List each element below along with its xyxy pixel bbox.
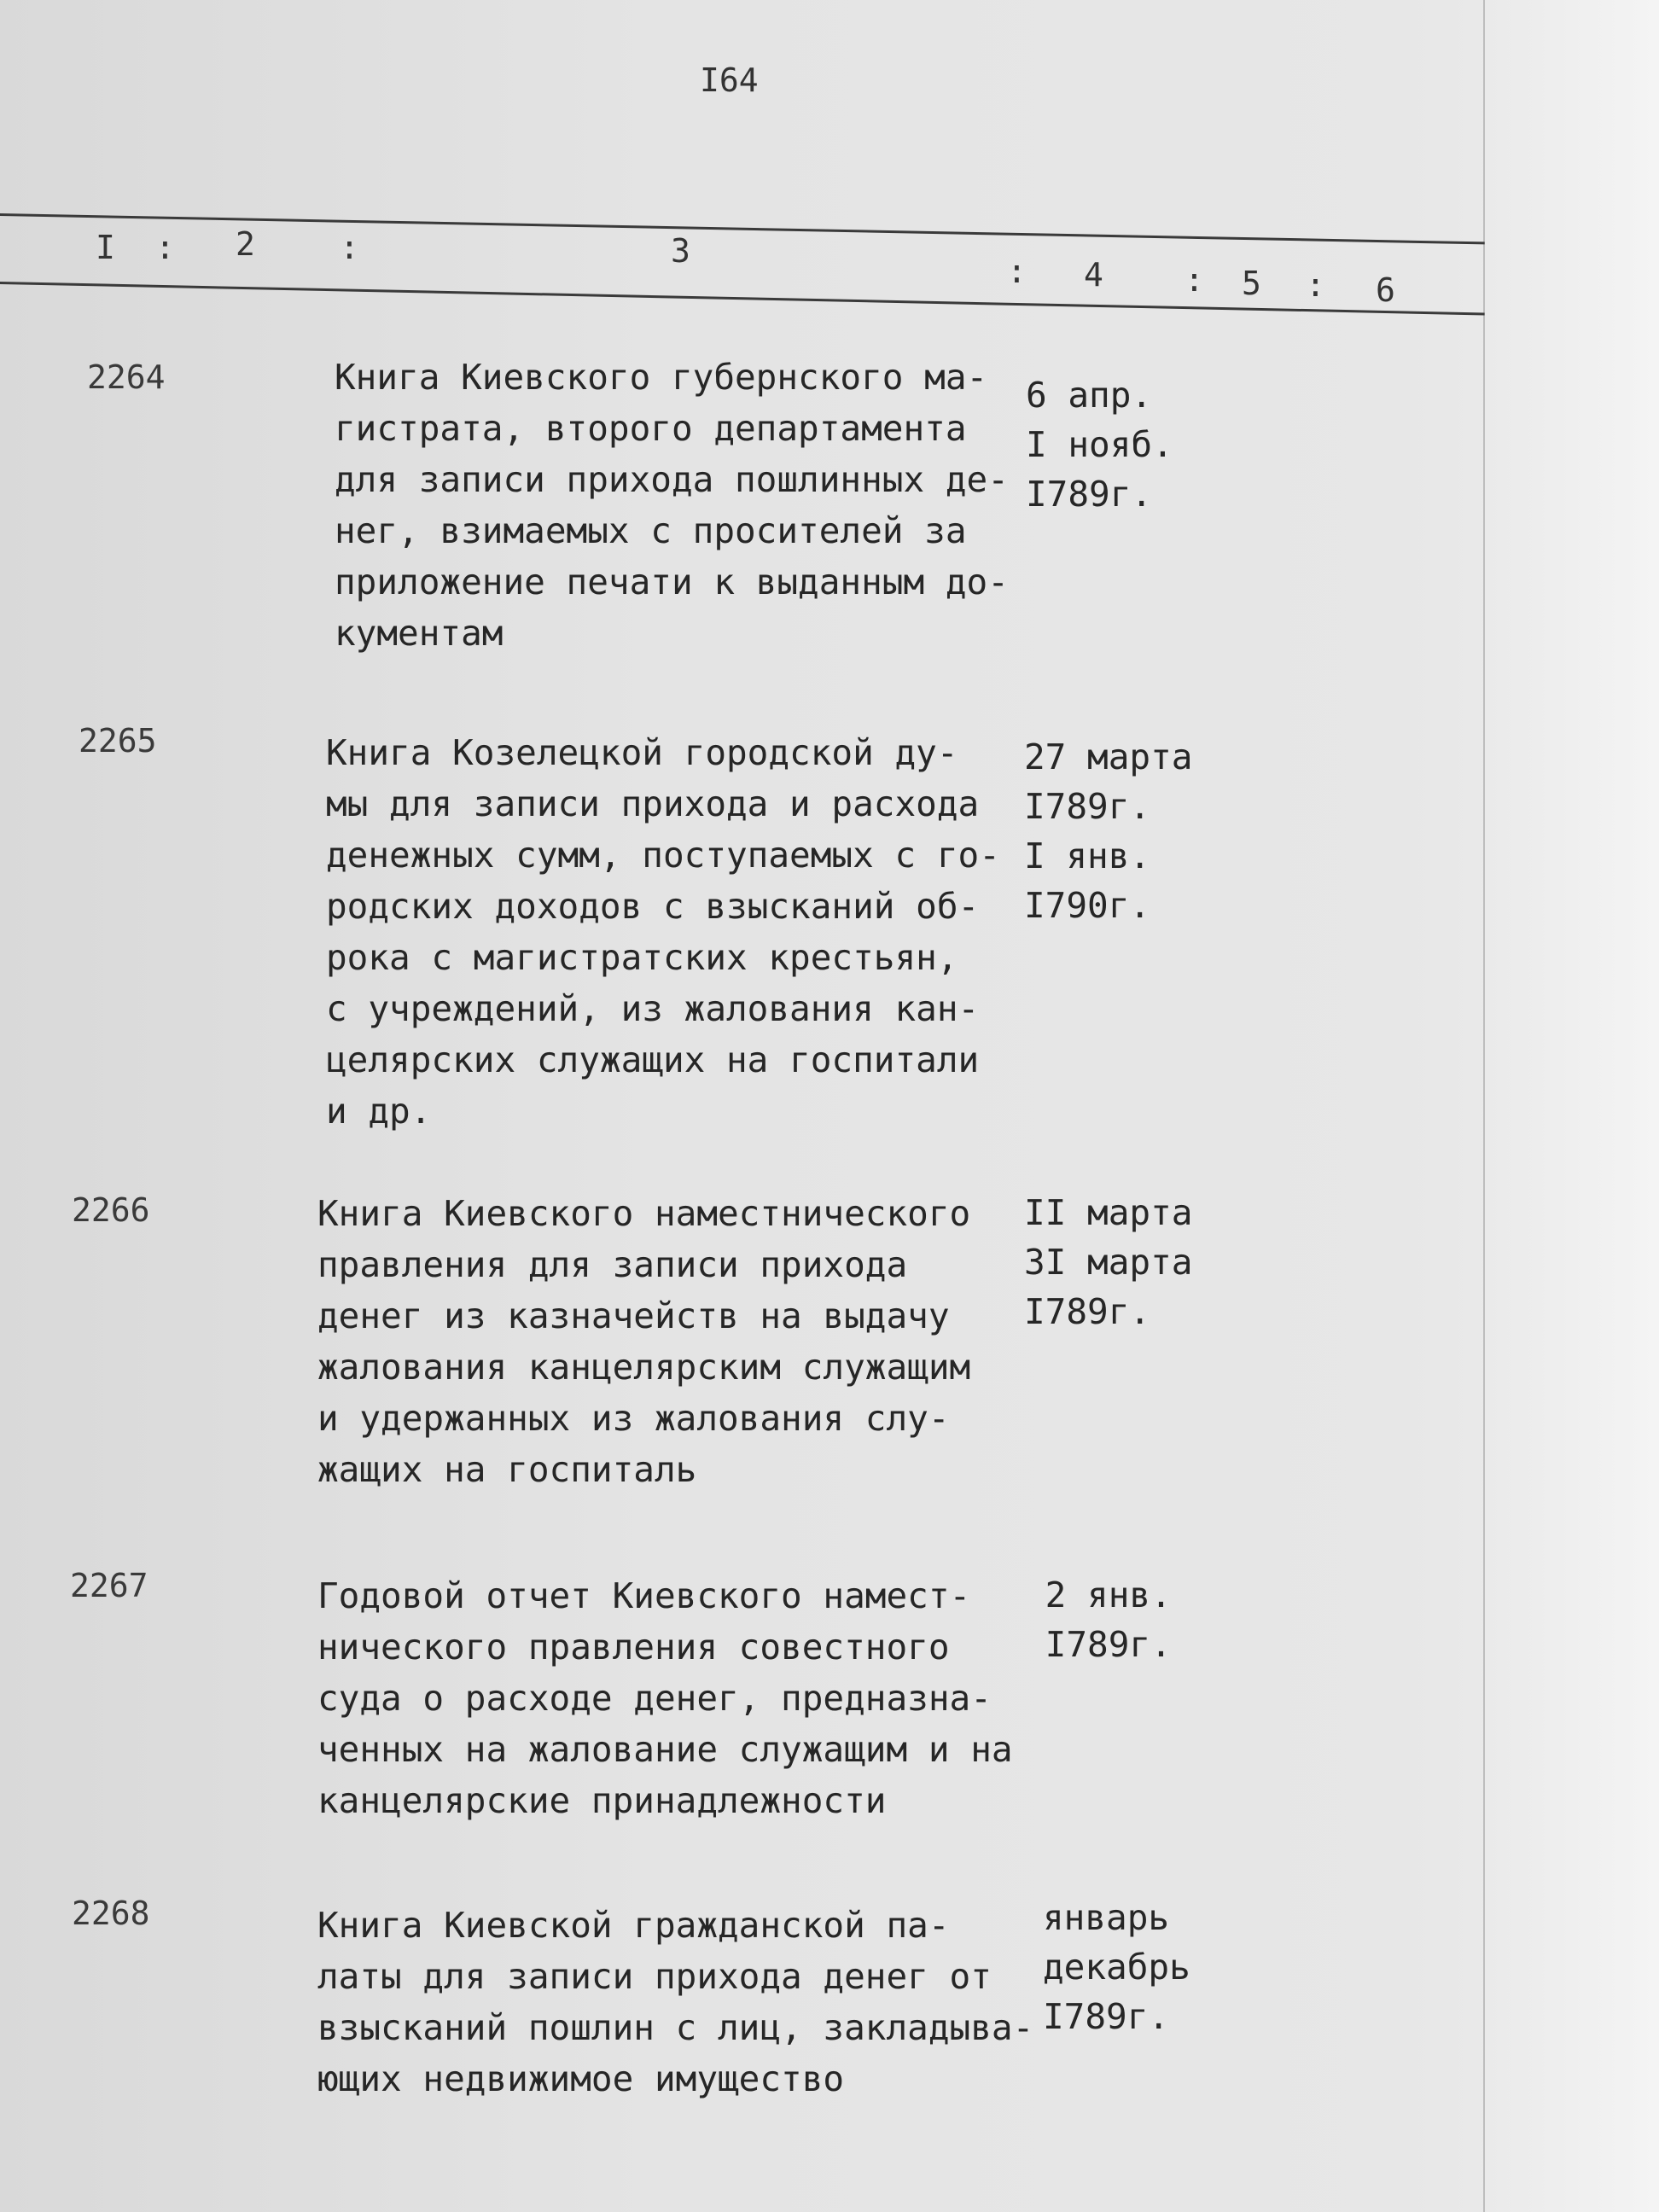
- header-separator: :: [1185, 261, 1204, 299]
- entry-description: Книга Козелецкой городской ду- мы для записи прихода и расхода денежных сумм, поступаемых с го- родских доходов с взысканий об- рока с магистратских крестьян, с учреждений, из жалования кан- целярских служащих на госпитали и др.: [326, 732, 1000, 1132]
- table-header-top-rule: [0, 213, 1485, 244]
- entry-description: Книга Киевского губернского ма- гистрата, второго департамента для записи прихода пошлинных де- нег, взимаемых с просителей за приложение печати к выданным до- кументам: [335, 357, 1009, 654]
- entry-dates: 27 марта I789г. I янв. I790г.: [1024, 736, 1193, 926]
- entry-number: 2267: [70, 1567, 148, 1604]
- entry-number: 2268: [72, 1895, 150, 1932]
- header-col-2: 2: [236, 225, 255, 263]
- entry-number: 2266: [72, 1191, 150, 1229]
- header-col-1: I: [96, 229, 115, 266]
- header-separator: :: [1007, 253, 1027, 290]
- header-separator: :: [1306, 266, 1325, 304]
- entry-dates: II марта 3I марта I789г.: [1024, 1192, 1193, 1332]
- header-col-5: 5: [1242, 265, 1261, 302]
- header-col-4: 4: [1084, 256, 1103, 294]
- entry-dates: январь декабрь I789г.: [1043, 1897, 1190, 2037]
- header-col-6: 6: [1376, 271, 1395, 309]
- entry-description: Годовой отчет Киевского намест- нического правления совестного суда о расходе денег, предназна- ченных на жалование служащим и на канцелярские принадлежности: [317, 1575, 1013, 1821]
- entry-description: Книга Киевского наместнического правления для записи прихода денег из казначейств на выдачу жалования канцелярским служащим и удержанных из жалования слу- жащих на госпиталь: [317, 1193, 971, 1490]
- header-col-3: 3: [671, 232, 690, 270]
- table-header-bottom-rule: [0, 282, 1485, 315]
- entry-description: Книга Киевской гражданской па- латы для записи прихода денег от взысканий пошлин с лиц, закладыва- ющих недвижимое имущество: [317, 1905, 1034, 2099]
- entry-number: 2264: [87, 358, 166, 396]
- page-number: I64: [700, 61, 759, 99]
- underlying-sheet: [1485, 0, 1659, 2212]
- header-separator: :: [340, 229, 359, 266]
- entry-dates: 2 янв. I789г.: [1045, 1575, 1172, 1665]
- header-separator: :: [155, 229, 175, 266]
- entry-dates: 6 апр. I нояб. I789г.: [1026, 375, 1173, 515]
- entry-number: 2265: [79, 722, 157, 760]
- page-edge: [1483, 0, 1485, 2212]
